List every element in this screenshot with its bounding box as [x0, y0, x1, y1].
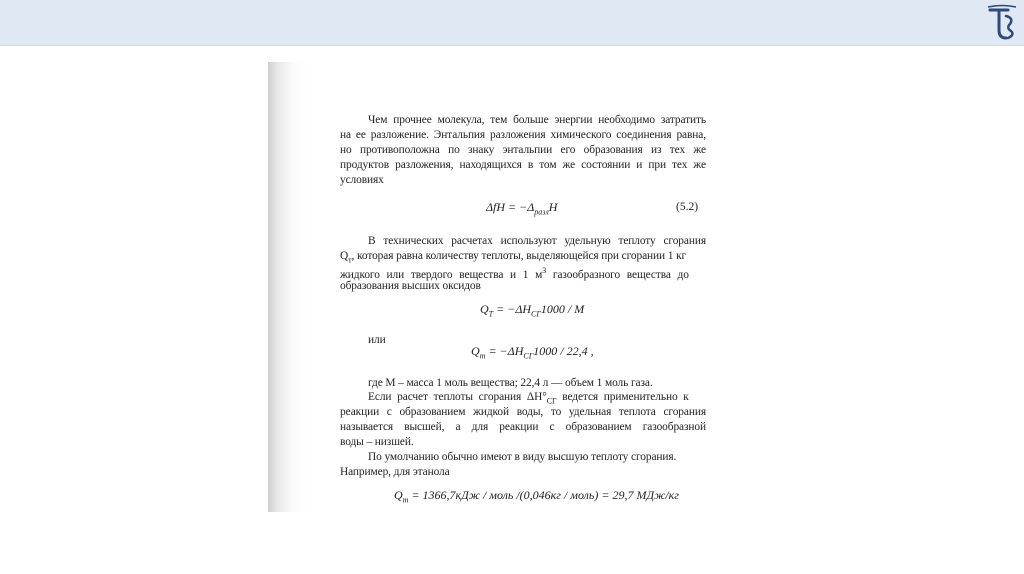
paragraph-line: жидкого или твердого вещества и 1 $м^3$ газообразного вещества до	[340, 266, 689, 281]
paragraph-line: воды – низшей.	[340, 436, 414, 448]
paragraph-line: но противоположна по знаку энтальпии его образования из тех же	[340, 144, 706, 156]
paragraph-line: где М – масса 1 моль вещества; 22,4 л — объем 1 моль газа.	[368, 377, 653, 389]
tv-logo-icon	[984, 4, 1020, 42]
paragraph-line: По умолчанию обычно имеют в виду высшую теплоту сгорания.	[368, 451, 677, 463]
paragraph-line: условиях	[340, 174, 384, 186]
slide-header-bar	[0, 0, 1024, 46]
equation-heat-mass: $Q_T = -\Delta H_{СГ}1000 / M$	[480, 302, 585, 319]
paragraph-line: $Q_т$, которая равна количеству теплоты, выделяющейся при сгорании 1 кг	[340, 250, 687, 265]
or-label: или	[368, 334, 386, 346]
paragraph-line: продуктов разложения, находящихся в том же состоянии и при тех же	[340, 159, 706, 171]
paragraph-line: реакции с образованием жидкой воды, то удельная теплота сгорания	[340, 406, 706, 418]
equation-ethanol: $Q_т = 1366,7кДж$ / моль /(0,046кг / моль) = 29,7 МДж/кг	[394, 488, 679, 505]
equation-enthalpy: $\Delta fH = -\Delta_{разл}H$	[486, 200, 558, 217]
scanned-document-page	[268, 62, 732, 512]
paragraph-line: В технических расчетах используют удельную теплоту сгорания	[368, 235, 706, 247]
paragraph-line: Если расчет теплоты сгорания $\Delta H^\circ_{СГ}$ ведется применительно к	[368, 391, 689, 406]
paragraph-line: называется высшей, а для реакции с образованием газообразной	[340, 421, 706, 433]
paragraph-line: Например, для этанола	[340, 466, 450, 478]
paragraph-line: Чем прочнее молекула, тем больше энергии необходимо затратить	[368, 114, 706, 126]
equation-number: (5.2)	[676, 201, 699, 213]
paragraph-line: образования высших оксидов	[340, 280, 481, 292]
equation-heat-volume: $Q_т = -\Delta H_{СГ}1000 / 22,4$ ,	[471, 344, 594, 361]
paragraph-line: на ее разложение. Энтальпия разложения химического соединения равна,	[340, 129, 706, 141]
